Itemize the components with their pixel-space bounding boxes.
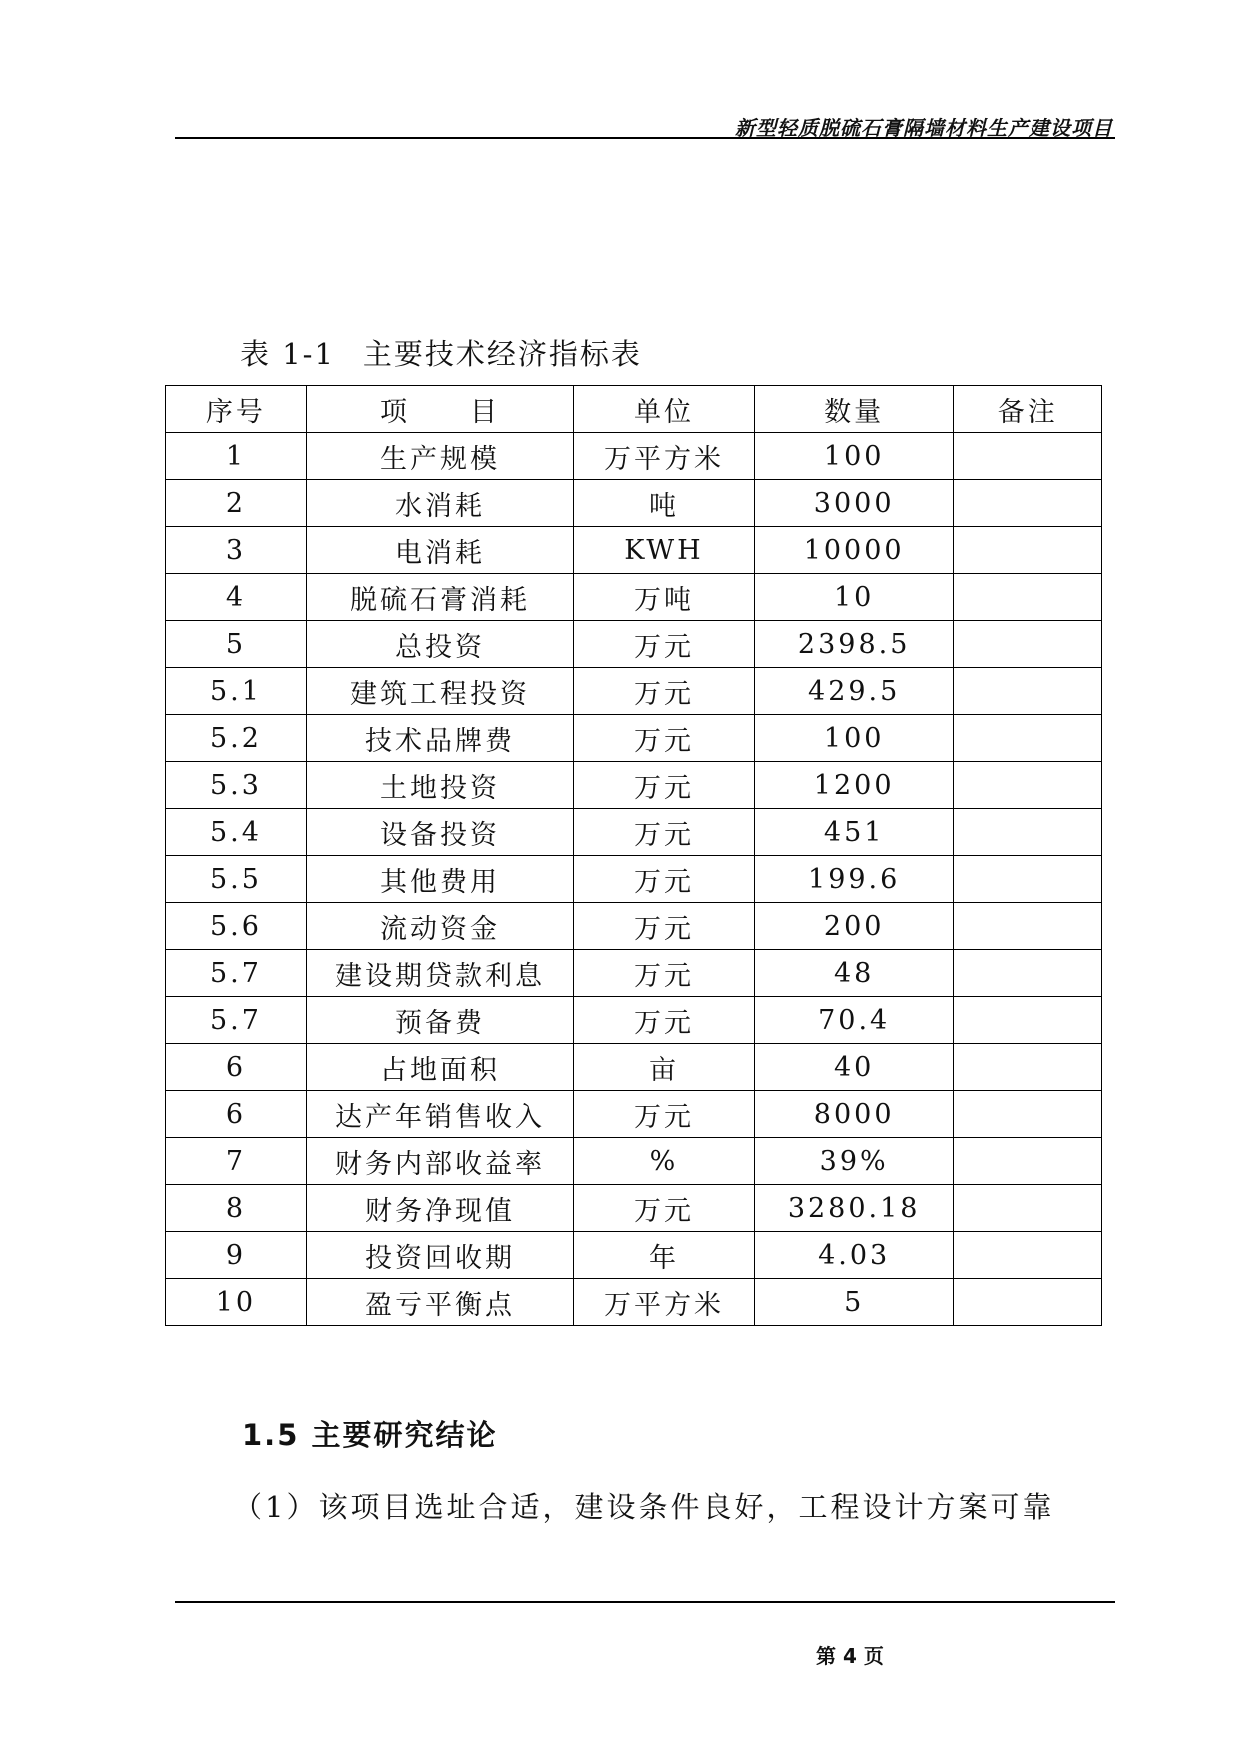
table-row	[166, 668, 1102, 715]
cell-item: 建设期贷款利息	[306, 950, 573, 997]
cell-item: 预备费	[306, 997, 573, 1044]
cell-remarks	[954, 668, 1102, 715]
table-row	[166, 856, 1102, 903]
cell-quantity: 48	[754, 950, 954, 997]
table-row	[166, 527, 1102, 574]
section-heading: 1.5 主要研究结论	[242, 1418, 498, 1452]
column-header-quantity: 数量	[754, 386, 954, 433]
cell-remarks	[954, 1185, 1102, 1232]
cell-quantity: 5	[754, 1279, 954, 1326]
cell-item: 土地投资	[306, 762, 573, 809]
cell-quantity: 451	[754, 809, 954, 856]
cell-index: 2	[166, 480, 307, 527]
cell-remarks	[954, 1232, 1102, 1279]
cell-remarks	[954, 809, 1102, 856]
cell-quantity: 3000	[754, 480, 954, 527]
cell-quantity: 70.4	[754, 997, 954, 1044]
cell-remarks	[954, 527, 1102, 574]
cell-item: 其他费用	[306, 856, 573, 903]
cell-item: 水消耗	[306, 480, 573, 527]
cell-quantity: 100	[754, 433, 954, 480]
cell-item: 总投资	[306, 621, 573, 668]
cell-index: 5.1	[166, 668, 307, 715]
cell-item: 财务内部收益率	[306, 1138, 573, 1185]
cell-unit: 万元	[574, 715, 755, 762]
cell-remarks	[954, 950, 1102, 997]
cell-quantity: 4.03	[754, 1232, 954, 1279]
table-caption-title: 主要技术经济指标表	[362, 337, 642, 371]
header-divider	[175, 137, 1115, 139]
cell-unit: KWH	[574, 527, 755, 574]
cell-remarks	[954, 715, 1102, 762]
cell-item: 建筑工程投资	[306, 668, 573, 715]
table-row	[166, 1044, 1102, 1091]
cell-quantity: 40	[754, 1044, 954, 1091]
economic-indicators-table	[165, 385, 1102, 1326]
cell-item: 生产规模	[306, 433, 573, 480]
table-row	[166, 950, 1102, 997]
table-row	[166, 997, 1102, 1044]
cell-index: 5	[166, 621, 307, 668]
footer-divider	[175, 1601, 1115, 1603]
cell-quantity: 8000	[754, 1091, 954, 1138]
cell-remarks	[954, 856, 1102, 903]
cell-quantity: 200	[754, 903, 954, 950]
cell-quantity: 10000	[754, 527, 954, 574]
cell-remarks	[954, 1138, 1102, 1185]
cell-quantity: 10	[754, 574, 954, 621]
cell-unit: 年	[574, 1232, 755, 1279]
cell-index: 1	[166, 433, 307, 480]
cell-quantity: 1200	[754, 762, 954, 809]
cell-index: 9	[166, 1232, 307, 1279]
cell-index: 5.3	[166, 762, 307, 809]
cell-item: 盈亏平衡点	[306, 1279, 573, 1326]
cell-index: 5.6	[166, 903, 307, 950]
cell-remarks	[954, 1091, 1102, 1138]
page-number: 第 4 页	[816, 1644, 884, 1668]
cell-unit: 万平方米	[574, 433, 755, 480]
cell-item: 达产年销售收入	[306, 1091, 573, 1138]
table-row	[166, 1138, 1102, 1185]
cell-quantity: 3280.18	[754, 1185, 954, 1232]
cell-remarks	[954, 574, 1102, 621]
cell-remarks	[954, 1279, 1102, 1326]
table-row	[166, 574, 1102, 621]
cell-item: 财务净现值	[306, 1185, 573, 1232]
cell-unit: 万元	[574, 950, 755, 997]
cell-remarks	[954, 1044, 1102, 1091]
cell-unit: %	[574, 1138, 755, 1185]
table-body	[166, 433, 1102, 1326]
cell-item: 技术品牌费	[306, 715, 573, 762]
cell-index: 5.5	[166, 856, 307, 903]
cell-item: 流动资金	[306, 903, 573, 950]
cell-item: 占地面积	[306, 1044, 573, 1091]
cell-unit: 万元	[574, 762, 755, 809]
table-row	[166, 715, 1102, 762]
cell-item: 设备投资	[306, 809, 573, 856]
cell-index: 7	[166, 1138, 307, 1185]
cell-unit: 万元	[574, 668, 755, 715]
table-row	[166, 1232, 1102, 1279]
cell-quantity: 2398.5	[754, 621, 954, 668]
cell-index: 6	[166, 1091, 307, 1138]
table-row	[166, 762, 1102, 809]
cell-remarks	[954, 480, 1102, 527]
column-header-item: 项 目	[306, 386, 573, 433]
table-caption	[240, 332, 642, 373]
cell-remarks	[954, 762, 1102, 809]
table-row	[166, 621, 1102, 668]
cell-item: 脱硫石膏消耗	[306, 574, 573, 621]
table-caption-number: 表 1-1	[240, 337, 335, 371]
cell-unit: 万元	[574, 1185, 755, 1232]
cell-unit: 亩	[574, 1044, 755, 1091]
cell-unit: 万平方米	[574, 1279, 755, 1326]
cell-unit: 万元	[574, 997, 755, 1044]
cell-index: 4	[166, 574, 307, 621]
cell-index: 5.4	[166, 809, 307, 856]
cell-index: 5.7	[166, 950, 307, 997]
cell-unit: 吨	[574, 480, 755, 527]
table-row	[166, 480, 1102, 527]
cell-index: 3	[166, 527, 307, 574]
cell-item: 电消耗	[306, 527, 573, 574]
table-row	[166, 1279, 1102, 1326]
conclusion-paragraph: （1）该项目选址合适，建设条件良好，工程设计方案可靠	[233, 1490, 1055, 1524]
table-row	[166, 809, 1102, 856]
table-header-row	[166, 386, 1102, 433]
cell-remarks	[954, 621, 1102, 668]
cell-remarks	[954, 433, 1102, 480]
table-row	[166, 1091, 1102, 1138]
cell-quantity: 39%	[754, 1138, 954, 1185]
cell-quantity: 100	[754, 715, 954, 762]
cell-item: 投资回收期	[306, 1232, 573, 1279]
cell-quantity: 199.6	[754, 856, 954, 903]
cell-index: 8	[166, 1185, 307, 1232]
cell-quantity: 429.5	[754, 668, 954, 715]
table-row	[166, 903, 1102, 950]
table-row	[166, 433, 1102, 480]
cell-unit: 万元	[574, 621, 755, 668]
table-row	[166, 1185, 1102, 1232]
column-header-remarks: 备注	[954, 386, 1102, 433]
column-header-index: 序号	[166, 386, 307, 433]
column-header-unit: 单位	[574, 386, 755, 433]
cell-index: 6	[166, 1044, 307, 1091]
cell-remarks	[954, 903, 1102, 950]
cell-index: 5.7	[166, 997, 307, 1044]
cell-unit: 万元	[574, 856, 755, 903]
cell-unit: 万元	[574, 809, 755, 856]
document-header-title: 新型轻质脱硫石膏隔墙材料生产建设项目	[735, 116, 1113, 140]
cell-unit: 万吨	[574, 574, 755, 621]
cell-unit: 万元	[574, 1091, 755, 1138]
cell-remarks	[954, 997, 1102, 1044]
cell-index: 10	[166, 1279, 307, 1326]
cell-unit: 万元	[574, 903, 755, 950]
cell-index: 5.2	[166, 715, 307, 762]
